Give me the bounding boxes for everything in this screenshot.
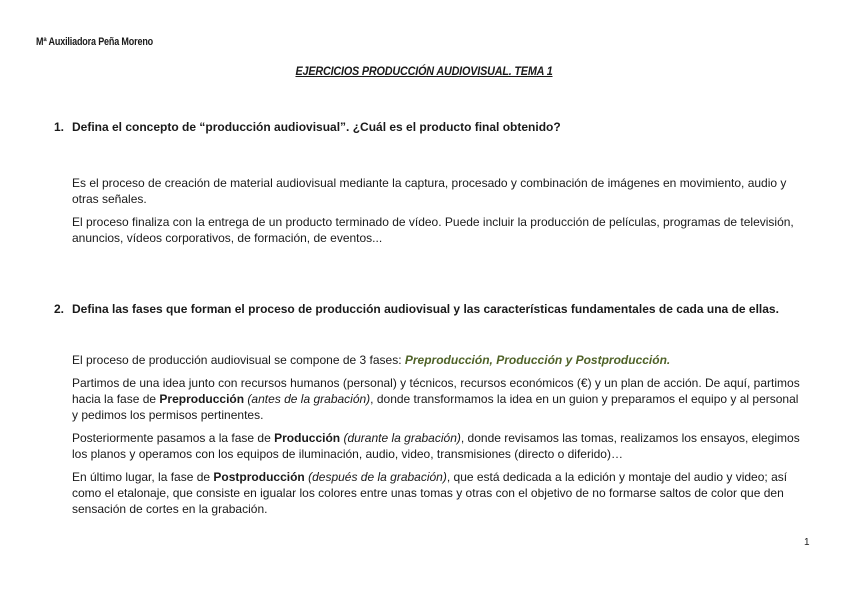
paragraph-text: Partimos de una idea junto con recursos humanos (personal) y técnicos, recursos económicos (€) y un plan de acción. De aquí, partimos hacia la fase de	[72, 376, 800, 406]
question-2	[54, 302, 779, 316]
phase-timing: (después de la grabación)	[304, 470, 447, 484]
phase-timing: (antes de la grabación)	[244, 392, 371, 406]
answer-2	[72, 352, 806, 524]
phase-timing: (durante la grabación)	[340, 431, 461, 445]
page-number: 1	[804, 537, 810, 548]
paragraph-text: El proceso de producción audiovisual se compone de 3 fases:	[72, 353, 405, 367]
question-text: Defina el concepto de “producción audiovisual”. ¿Cuál es el producto final obtenido?	[72, 120, 561, 134]
answer-paragraph	[72, 430, 806, 462]
phases-highlight: Preproducción, Producción y Postproducción.	[404, 353, 671, 367]
paragraph-text: En último lugar, la fase de	[72, 470, 214, 484]
question-text: Defina las fases que forman el proceso de producción audiovisual y las características fundamentales de cada una de ellas.	[72, 302, 779, 316]
phase-name: Postproducción	[213, 470, 305, 484]
answer-1	[72, 175, 806, 253]
paragraph-text: Posteriormente pasamos a la fase de	[72, 431, 275, 445]
phase-name: Producción	[274, 431, 341, 445]
answer-paragraph: Es el proceso de creación de material audiovisual mediante la captura, procesado y combinación de imágenes en movimiento, audio y otras señales.	[72, 176, 787, 206]
author-name: Mª Auxiliadora Peña Moreno	[36, 36, 154, 48]
paragraph-text: , que está dedicada a la edición y montaje del audio y video; así como el etalonaje, que consiste en igualar los colores entre unas tomas y otras con el objetivo de no formarse saltos de color que den sensación de cortes en la grabación.	[72, 470, 788, 516]
phase-name: Preproducción	[159, 392, 245, 406]
answer-paragraph	[72, 469, 806, 517]
answer-paragraph	[72, 352, 806, 368]
paragraph-text: , donde revisamos las tomas, realizamos los ensayos, elegimos los planos y operamos con los equipos de iluminación, audio, video, transmisiones (directo o diferido)…	[72, 431, 800, 461]
question-number: 1.	[54, 120, 65, 134]
question-1	[54, 120, 561, 134]
paragraph-text: , donde transformamos la idea en un guion y preparamos el equipo y al personal y pedimos los permisos pertinentes.	[72, 392, 799, 422]
document-title: EJERCICIOS PRODUCCIÓN AUDIOVISUAL. TEMA 1	[295, 64, 553, 78]
answer-paragraph: El proceso finaliza con la entrega de un producto terminado de vídeo. Puede incluir la producción de películas, programas de televisión, anuncios, vídeos corporativos, de formación, de eventos...	[72, 215, 794, 245]
answer-paragraph	[72, 375, 806, 423]
question-number: 2.	[54, 302, 65, 316]
